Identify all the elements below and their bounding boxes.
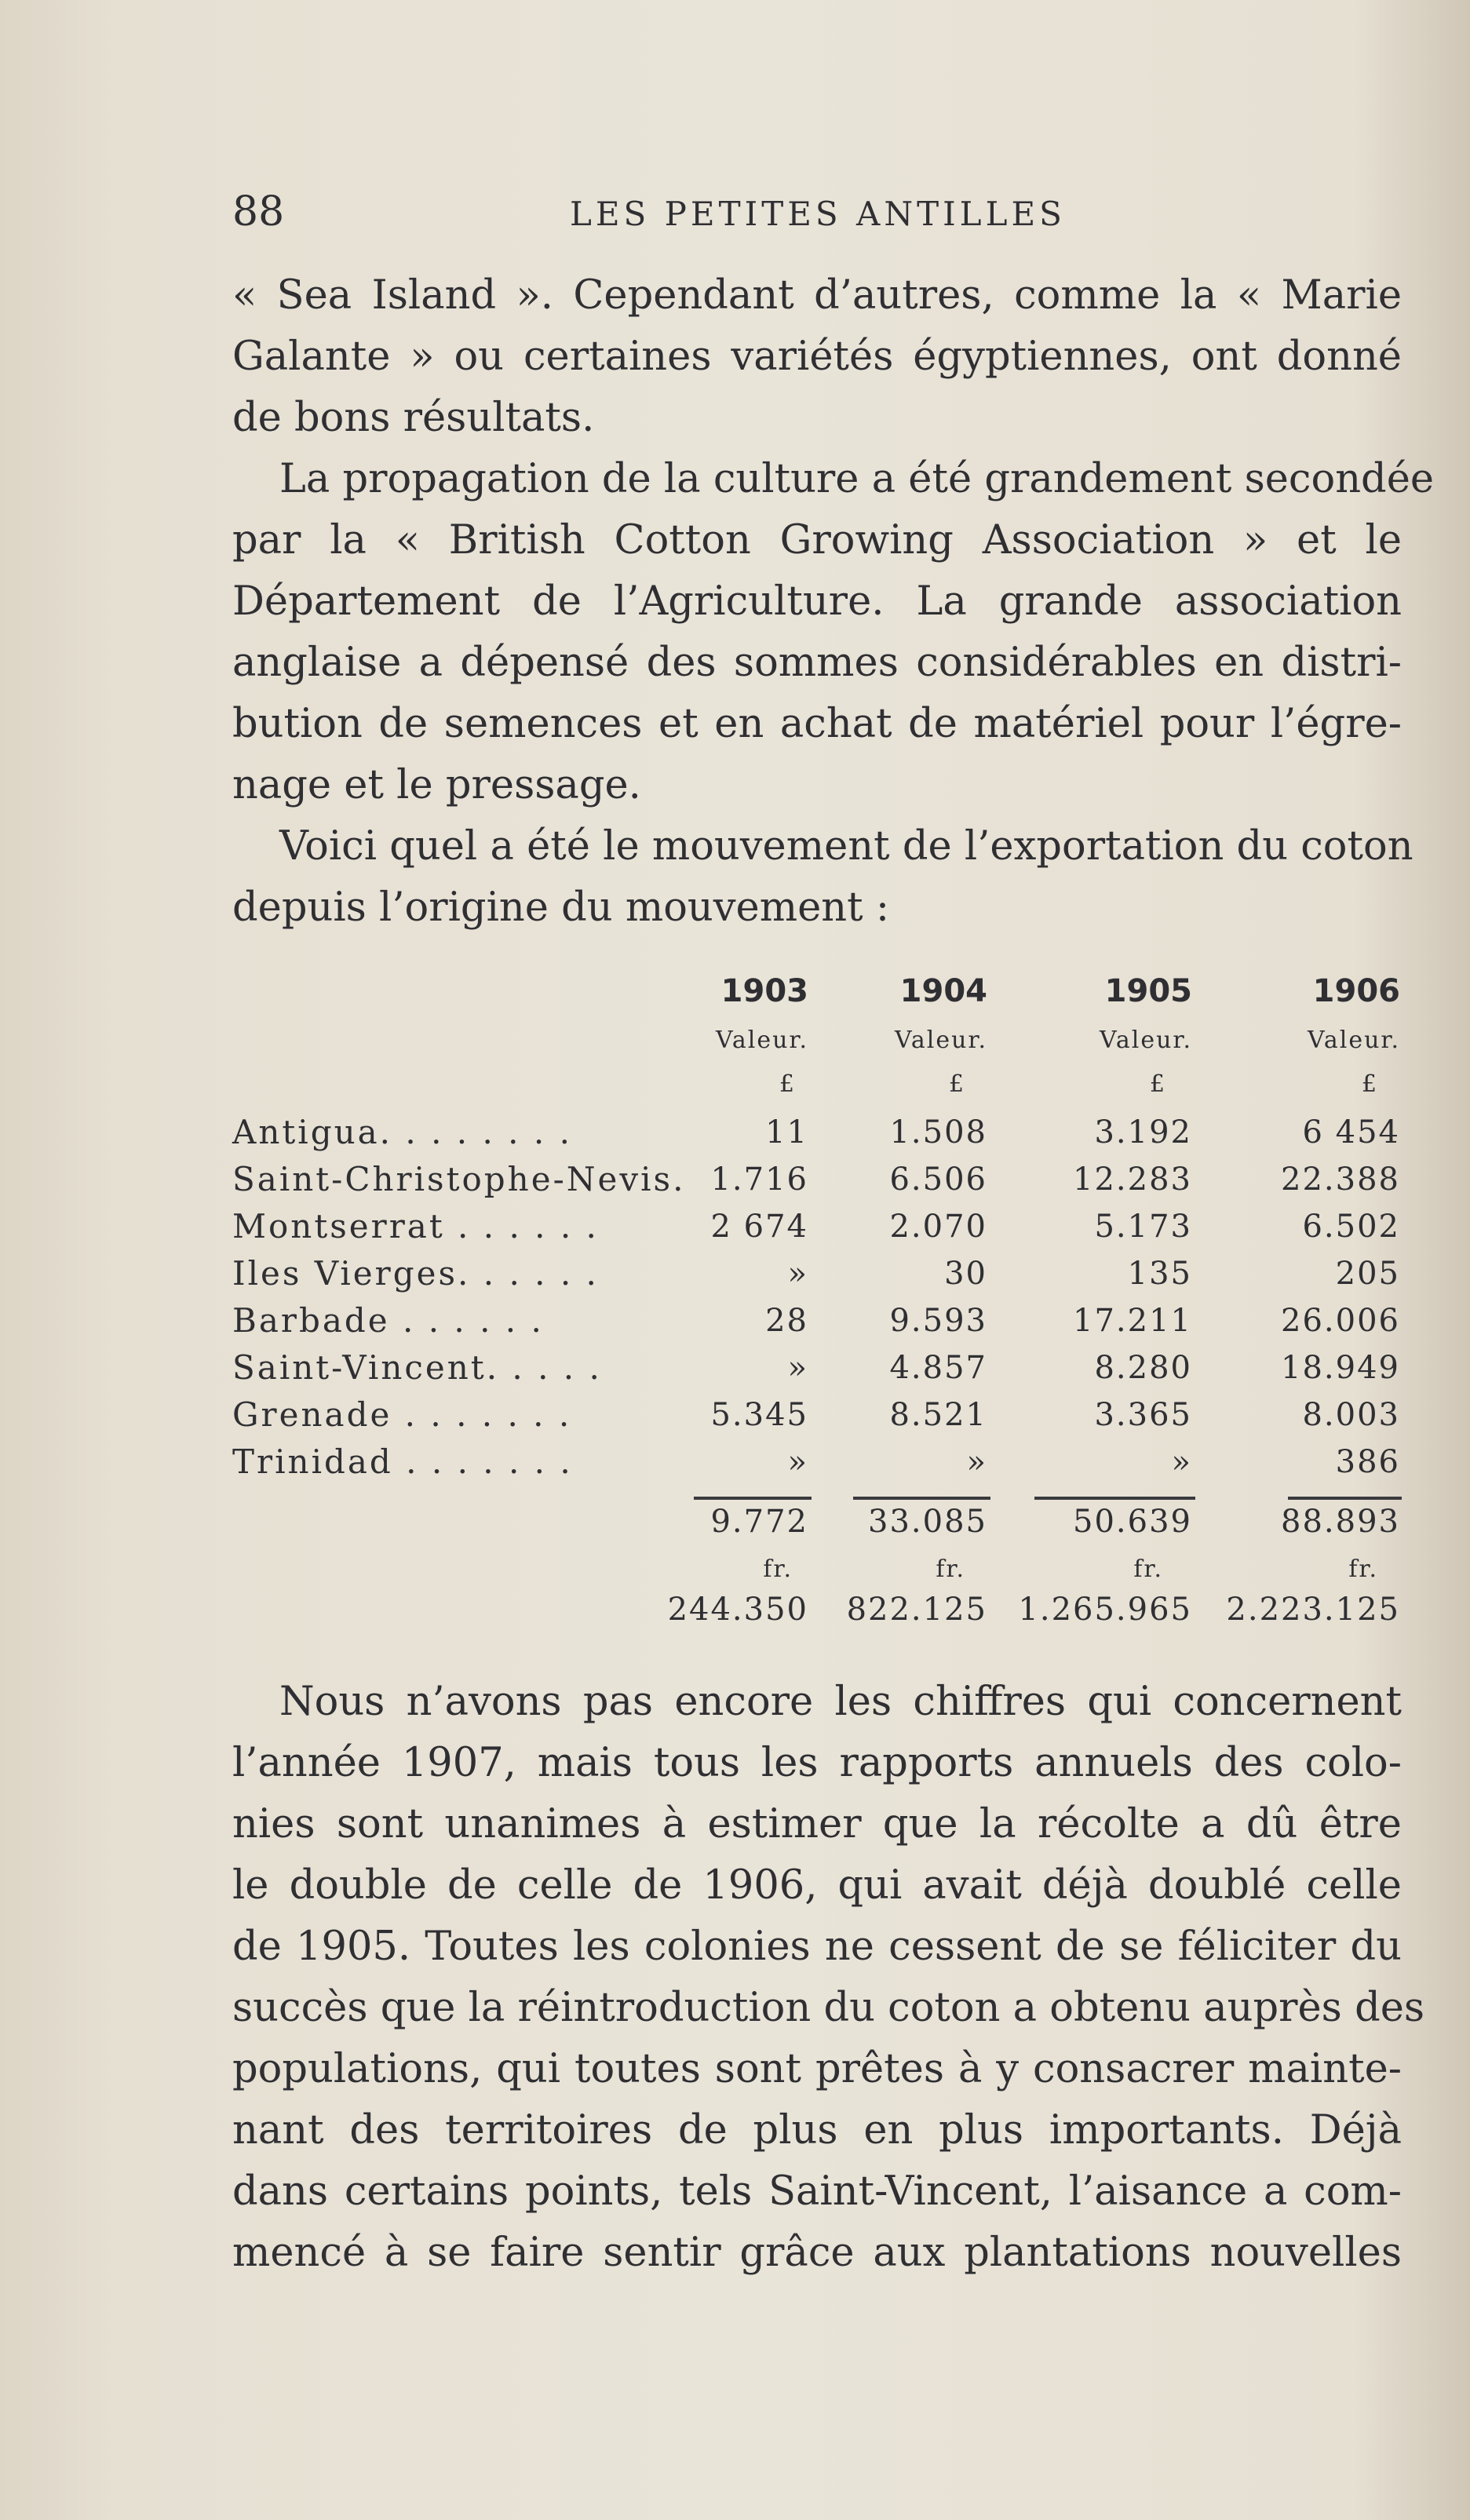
value-cell: 8.280: [1094, 1350, 1192, 1386]
running-title: LES PETITES ANTILLES: [570, 195, 1066, 233]
text-line: Département de l’Agriculture. La grande association: [232, 578, 1402, 625]
value-label: Valeur.: [715, 1027, 808, 1054]
text-line: par la « British Cotton Growing Association » et le: [232, 517, 1402, 563]
value-cell: 3.192: [1094, 1114, 1192, 1151]
year-header: 1903: [720, 973, 808, 1009]
text-line: succès que la réintroduction du coton a obtenu auprès des: [232, 1985, 1425, 2031]
page-header: [232, 188, 1402, 243]
total-cell: 9.772: [710, 1504, 808, 1540]
value-cell: 28: [765, 1303, 808, 1339]
value-cell: 386: [1335, 1444, 1400, 1480]
total-cell: 50.639: [1073, 1504, 1192, 1540]
value-cell: 30: [944, 1256, 987, 1292]
text-line: de bons résultats.: [232, 395, 595, 441]
year-header: 1905: [1104, 973, 1192, 1009]
value-label: Valeur.: [1307, 1027, 1400, 1054]
page-number: 88: [232, 188, 285, 235]
row-label: Grenade . . . . . . .: [232, 1395, 572, 1434]
franc-cell: 244.350: [667, 1592, 808, 1628]
text-line: nage et le pressage.: [232, 762, 641, 808]
franc-cell: 1.265.965: [1018, 1592, 1192, 1628]
text-line: bution de semences et en achat de matériel pour l’égre-: [232, 701, 1402, 747]
text-line: nant des territoires de plus en plus importants. Déjà: [232, 2107, 1402, 2153]
value-label: Valeur.: [894, 1027, 987, 1054]
text-line: le double de celle de 1906, qui avait déjà doublé celle: [232, 1862, 1402, 1909]
text-line: nies sont unanimes à estimer que la récolte a dû être: [232, 1801, 1402, 1847]
text-line: Voici quel a été le mouvement de l’exportation du coton: [279, 823, 1413, 870]
value-cell: »: [787, 1256, 808, 1292]
value-cell: »: [1171, 1444, 1192, 1480]
value-cell: 18.949: [1281, 1350, 1400, 1386]
row-label: Montserrat . . . . . .: [232, 1207, 599, 1245]
row-label: Trinidad . . . . . . .: [232, 1442, 573, 1481]
value-cell: »: [966, 1444, 987, 1480]
franc-label: fr.: [1133, 1555, 1163, 1583]
value-cell: 9.593: [889, 1303, 987, 1339]
text-line: dans certains points, tels Saint-Vincent, l’aisance a com-: [232, 2168, 1402, 2215]
value-cell: 11: [765, 1114, 808, 1151]
value-cell: 5.345: [710, 1397, 808, 1433]
total-cell: 88.893: [1281, 1504, 1400, 1540]
row-label: Antigua. . . . . . . .: [232, 1113, 572, 1151]
value-cell: »: [787, 1350, 808, 1386]
value-cell: 5.173: [1094, 1209, 1192, 1245]
value-cell: 1.508: [889, 1114, 987, 1151]
text-line: mencé à se faire sentir grâce aux plantations nouvelles: [232, 2230, 1402, 2276]
value-cell: 1.716: [710, 1162, 808, 1198]
total-rule: [1034, 1497, 1195, 1500]
text-line: l’année 1907, mais tous les rapports annuels des colo-: [232, 1740, 1402, 1786]
value-cell: 2.070: [889, 1209, 987, 1245]
franc-label: fr.: [1348, 1555, 1378, 1583]
value-cell: 8.003: [1302, 1397, 1400, 1433]
value-cell: 26.006: [1281, 1303, 1400, 1339]
text-line: de 1905. Toutes les colonies ne cessent de se féliciter du: [232, 1924, 1402, 1970]
total-cell: 33.085: [868, 1504, 987, 1540]
row-label: Saint-Vincent. . . . .: [232, 1348, 602, 1387]
paragraph-3: [232, 816, 1413, 939]
value-cell: 12.283: [1073, 1162, 1192, 1198]
value-cell: 6.502: [1302, 1209, 1400, 1245]
row-label: Iles Vierges. . . . . .: [232, 1254, 599, 1293]
paragraph-2: [232, 449, 1435, 816]
paragraph-4: [232, 1672, 1425, 2284]
row-label: Saint-Christophe-Nevis.: [232, 1160, 686, 1198]
franc-cell: 822.125: [846, 1592, 987, 1628]
row-label: Barbade . . . . . .: [232, 1301, 544, 1340]
text-line: populations, qui toutes sont prêtes à y consacrer mainte-: [232, 2046, 1402, 2092]
text-line: Galante » ou certaines variétés égyptiennes, ont donné: [232, 334, 1402, 380]
text-line: Nous n’avons pas encore les chiffres qui concernent: [279, 1679, 1402, 1725]
value-cell: 6 454: [1302, 1114, 1400, 1151]
currency-label: £: [779, 1070, 796, 1098]
text-line: La propagation de la culture a été grandement secondée: [279, 456, 1435, 502]
value-cell: 3.365: [1094, 1397, 1192, 1433]
value-cell: 6.506: [889, 1162, 987, 1198]
franc-label: fr.: [763, 1555, 793, 1583]
value-cell: 17.211: [1073, 1303, 1192, 1339]
currency-label: £: [1361, 1070, 1378, 1098]
text-line: « Sea Island ». Cependant d’autres, comme la « Marie: [232, 272, 1402, 319]
text-line: anglaise a dépensé des sommes considérables en distri-: [232, 640, 1402, 686]
value-cell: 4.857: [889, 1350, 987, 1386]
currency-label: £: [1149, 1070, 1166, 1098]
franc-label: fr.: [936, 1555, 965, 1583]
total-rule: [1288, 1497, 1402, 1500]
value-cell: 2 674: [710, 1209, 808, 1245]
value-cell: 205: [1335, 1256, 1400, 1292]
value-cell: 22.388: [1281, 1162, 1400, 1198]
value-label: Valeur.: [1099, 1027, 1192, 1054]
text-line: depuis l’origine du mouvement :: [232, 884, 890, 931]
value-cell: »: [787, 1444, 808, 1480]
year-header: 1906: [1312, 973, 1400, 1009]
value-cell: 135: [1127, 1256, 1192, 1292]
total-rule: [694, 1497, 812, 1500]
value-cell: 8.521: [889, 1397, 987, 1433]
year-header: 1904: [899, 973, 987, 1009]
total-rule: [853, 1497, 990, 1500]
currency-label: £: [948, 1070, 965, 1098]
paragraph-1: [232, 265, 1402, 449]
franc-cell: 2.223.125: [1226, 1592, 1400, 1628]
